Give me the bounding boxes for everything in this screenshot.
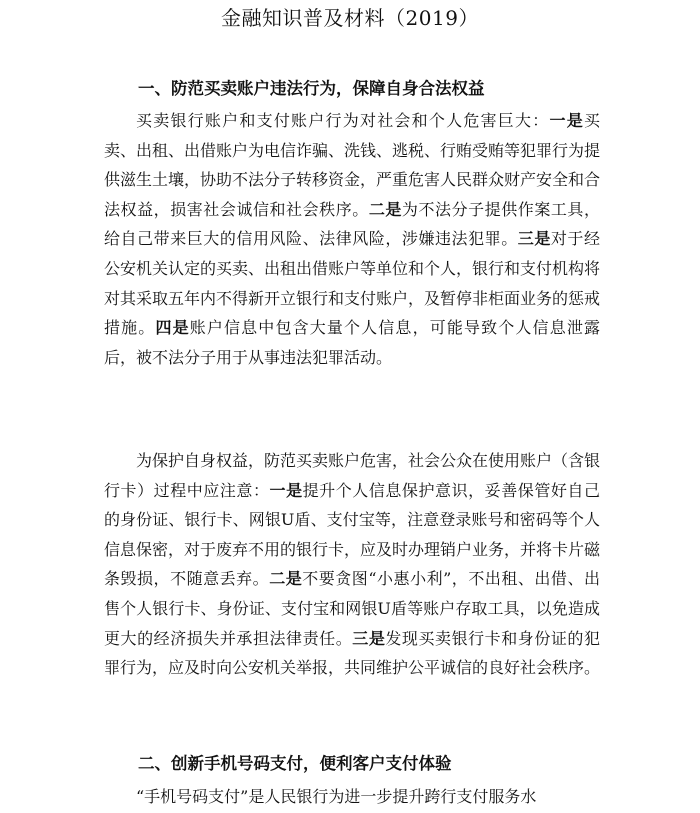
- emphasis-text: 四是: [155, 318, 190, 338]
- emphasis-text: 三是: [352, 628, 386, 648]
- emphasis-text: 二是: [368, 199, 402, 219]
- emphasis-text: 三是: [517, 229, 551, 249]
- section2-paragraph-1: [104, 782, 600, 812]
- body-text: 不要贪图“小惠小利”，不出租、出借、出售个人银行卡、身份证、支付宝和网银U盾等账户存取工具，以免造成更大的经济损失并承担法律责任。: [104, 569, 600, 648]
- document-title: 金融知识普及材料（2019）: [221, 6, 479, 30]
- body-text: 账户信息中包含大量个人信息，可能导致个人信息泄露后，被不法分子用于从事违法犯罪活动。: [104, 318, 600, 367]
- emphasis-text: 二是: [269, 569, 303, 589]
- body-text: 为保护自身权益，防范买卖账户危害，社会公众在使用账户（含银行卡）过程中应注意：: [104, 451, 601, 500]
- section1-paragraph-2: [104, 446, 600, 683]
- section1-paragraph-1: [104, 106, 600, 372]
- body-text: 发现买卖银行卡和身份证的犯罪行为，应及时向公安机关举报，共同维护公平诚信的良好社会秩序。: [104, 628, 601, 678]
- body-text: 为不法分子提供作案工具，给自己带来巨大的信用风险、法律风险，涉嫌违法犯罪。: [104, 199, 600, 249]
- body-text: 买卖、出租、出借账户为电信诈骗、洗钱、逃税、行贿受贿等犯罪行为提供滋生土壤，协助不法分子转移资金，严重危害人民群众财产安全和合法权益，损害社会诚信和社会秩序。: [104, 111, 601, 219]
- emphasis-text: 一是: [269, 480, 303, 500]
- emphasis-text: 一是: [549, 111, 584, 130]
- body-text: 对于经公安机关认定的买卖、出租出借账户等单位和个人，银行和支付机构将对其采取五年内不得新开立银行和支付账户，及暂停非柜面业务的惩戒措施。: [104, 229, 601, 338]
- section-heading-2: 二、创新手机号码支付，便利客户支付体验: [138, 754, 452, 773]
- body-text: 提升个人信息保护意识，妥善保管好自己的身份证、银行卡、网银U盾、支付宝等，注意登录账号和密码等个人信息保密，对于废弃不用的银行卡，应及时办理销户业务，并将卡片磁条毁损，不随意丢弃。: [104, 480, 601, 589]
- body-text: “手机号码支付”是人民银行为进一步提升跨行支付服务水: [136, 787, 537, 806]
- body-text: 买卖银行账户和支付账户行为对社会和个人危害巨大：: [136, 111, 550, 130]
- section-heading-1: 一、防范买卖账户违法行为，保障自身合法权益: [138, 79, 485, 98]
